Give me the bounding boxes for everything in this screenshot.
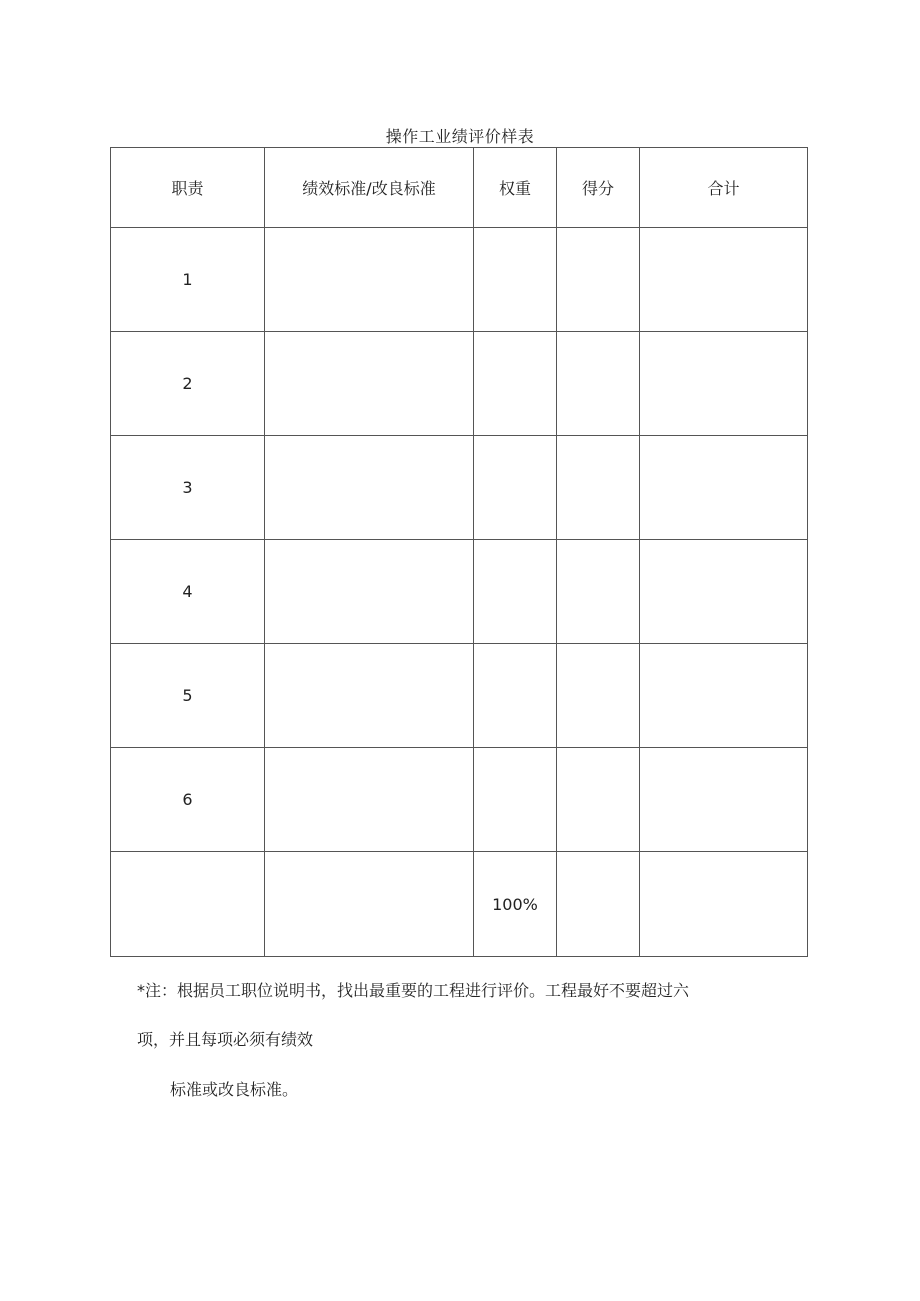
table-header-row [111, 148, 808, 228]
table-row [111, 748, 808, 852]
total-row-total-cell[interactable] [640, 852, 808, 957]
total-cell[interactable] [640, 644, 808, 748]
total-cell[interactable] [640, 332, 808, 436]
weight-cell[interactable] [474, 436, 557, 540]
standard-cell[interactable] [265, 228, 474, 332]
total-cell[interactable] [640, 540, 808, 644]
note-line-2: 项，并且每项必须有绩效 [137, 1030, 314, 1049]
duty-cell[interactable]: 1 [111, 228, 265, 332]
duty-cell[interactable]: 4 [111, 540, 265, 644]
total-row-standard-cell[interactable] [265, 852, 474, 957]
evaluation-table [110, 147, 808, 957]
total-cell[interactable] [640, 748, 808, 852]
total-row-score-cell[interactable] [557, 852, 640, 957]
header-total: 合计 [640, 148, 808, 228]
score-cell[interactable] [557, 332, 640, 436]
score-cell[interactable] [557, 436, 640, 540]
weight-cell[interactable] [474, 540, 557, 644]
total-row-weight-cell[interactable]: 100% [474, 852, 557, 957]
page-title: 操作工业绩评价样表 [385, 127, 535, 146]
weight-cell[interactable] [474, 748, 557, 852]
total-row-duty-cell[interactable] [111, 852, 265, 957]
standard-cell[interactable] [265, 332, 474, 436]
table-total-row [111, 852, 808, 957]
standard-cell[interactable] [265, 644, 474, 748]
duty-cell[interactable]: 2 [111, 332, 265, 436]
table-row [111, 644, 808, 748]
total-cell[interactable] [640, 436, 808, 540]
header-standard: 绩效标准/改良标准 [265, 148, 474, 228]
total-cell[interactable] [640, 228, 808, 332]
duty-cell[interactable]: 3 [111, 436, 265, 540]
score-cell[interactable] [557, 644, 640, 748]
table-row [111, 228, 808, 332]
note-line-3: 标准或改良标准。 [170, 1080, 299, 1099]
table-row [111, 332, 808, 436]
standard-cell[interactable] [265, 436, 474, 540]
header-duty: 职责 [111, 148, 265, 228]
weight-cell[interactable] [474, 228, 557, 332]
standard-cell[interactable] [265, 748, 474, 852]
weight-cell[interactable] [474, 644, 557, 748]
table-row [111, 436, 808, 540]
score-cell[interactable] [557, 228, 640, 332]
standard-cell[interactable] [265, 540, 474, 644]
score-cell[interactable] [557, 748, 640, 852]
duty-cell[interactable]: 6 [111, 748, 265, 852]
score-cell[interactable] [557, 540, 640, 644]
header-score: 得分 [557, 148, 640, 228]
duty-cell[interactable]: 5 [111, 644, 265, 748]
header-weight: 权重 [474, 148, 557, 228]
table-row [111, 540, 808, 644]
weight-cell[interactable] [474, 332, 557, 436]
note-line-1: *注：根据员工职位说明书，找出最重要的工程进行评价。工程最好不要超过六 [137, 981, 690, 1000]
